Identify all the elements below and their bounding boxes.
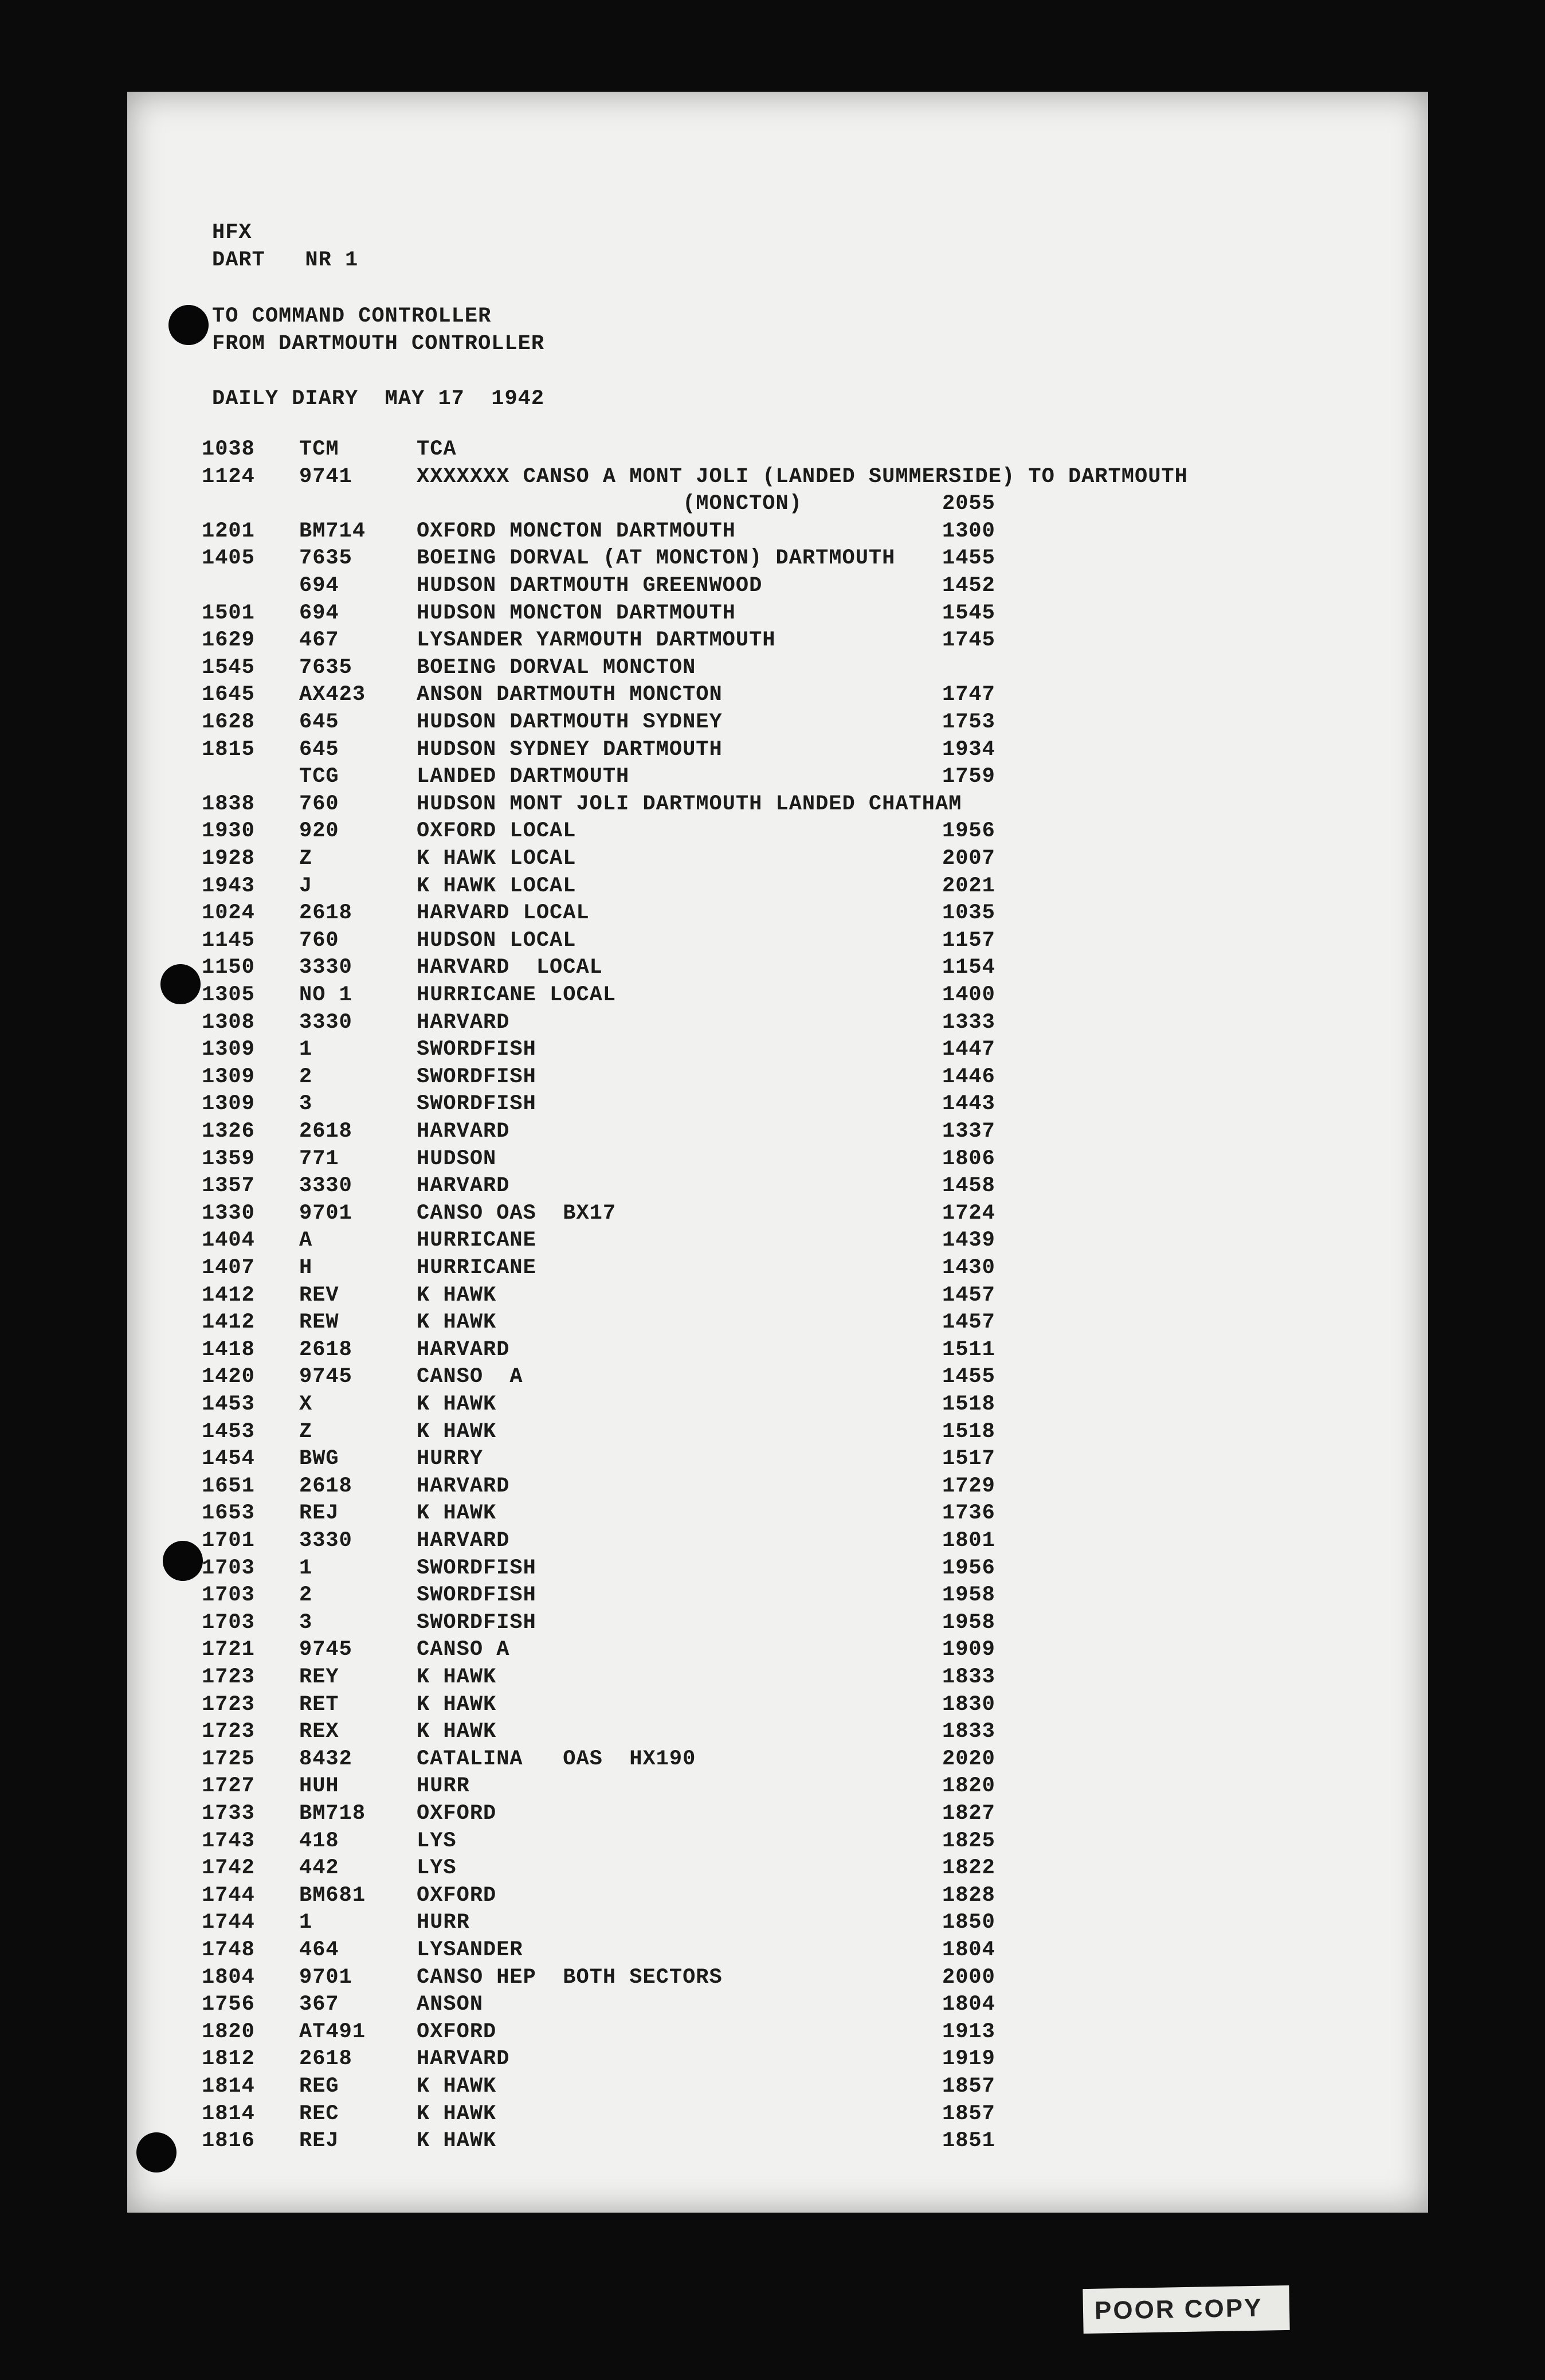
entry-description: HARVARD (417, 1474, 510, 1498)
entry-time: 1359 (202, 1147, 255, 1171)
entry-description: HUDSON SYDNEY DARTMOUTH (417, 738, 723, 762)
entry-description: HUDSON DARTMOUTH GREENWOOD (417, 574, 763, 598)
entry-description: HUDSON MONCTON DARTMOUTH (417, 601, 736, 625)
entry-description: HARVARD (417, 1529, 510, 1553)
entry-time: 1820 (202, 2020, 255, 2044)
entry-aircraft-id: 367 (299, 1993, 339, 2017)
entry-time: 1453 (202, 1392, 255, 1416)
entry-description: K HAWK (417, 1501, 497, 1525)
entry-landing-time: 1455 (942, 546, 995, 570)
entry-description: K HAWK (417, 2074, 497, 2099)
entry-description: K HAWK LOCAL (417, 874, 577, 898)
entry-time: 1703 (202, 1611, 255, 1635)
entry-description: BOEING DORVAL MONCTON (417, 656, 696, 680)
entry-time: 1628 (202, 710, 255, 734)
entry-description: HARVARD (417, 1174, 510, 1198)
entry-description: K HAWK LOCAL (417, 847, 577, 871)
entry-description: BOEING DORVAL (AT MONCTON) DARTMOUTH (417, 546, 896, 570)
entry-aircraft-id: 694 (299, 601, 339, 625)
entry-time: 1412 (202, 1283, 255, 1308)
entry-landing-time: 1400 (942, 983, 995, 1007)
entry-description: LYS (417, 1829, 457, 1853)
entry-time: 1723 (202, 1693, 255, 1717)
stamp-label: POOR COPY (1094, 2293, 1263, 2325)
entry-aircraft-id: X (299, 1392, 313, 1416)
entry-aircraft-id: REX (299, 1720, 339, 1744)
entry-aircraft-id: 3330 (299, 1529, 352, 1553)
entry-aircraft-id: 760 (299, 792, 339, 816)
entry-time: 1145 (202, 929, 255, 953)
entry-time: 1309 (202, 1092, 255, 1116)
entry-description: K HAWK (417, 1420, 497, 1444)
entry-landing-time: 1833 (942, 1665, 995, 1689)
entry-description: K HAWK (417, 1283, 497, 1308)
entry-landing-time: 2021 (942, 874, 995, 898)
entry-time: 1701 (202, 1529, 255, 1553)
entry-aircraft-id: Z (299, 847, 313, 871)
entry-aircraft-id: 760 (299, 929, 339, 953)
entry-aircraft-id: REW (299, 1310, 339, 1334)
entry-time: 1928 (202, 847, 255, 871)
entry-description: K HAWK (417, 2102, 497, 2126)
entry-time: 1815 (202, 738, 255, 762)
entry-aircraft-id: 9701 (299, 1201, 352, 1226)
entry-aircraft-id: 442 (299, 1856, 339, 1880)
entry-description: HARVARD LOCAL (417, 956, 603, 980)
entry-landing-time: 1913 (942, 2020, 995, 2044)
entry-description: ANSON DARTMOUTH MONCTON (417, 683, 723, 707)
entry-aircraft-id: RET (299, 1693, 339, 1717)
entry-time: 1326 (202, 1119, 255, 1144)
entry-description: SWORDFISH (417, 1038, 536, 1062)
entry-landing-time: 1518 (942, 1392, 995, 1416)
entry-landing-time: 1820 (942, 1774, 995, 1798)
entry-landing-time: 2020 (942, 1747, 995, 1771)
entry-time: 1645 (202, 683, 255, 707)
entry-aircraft-id: 9741 (299, 465, 352, 489)
entry-description: LANDED DARTMOUTH (417, 765, 630, 789)
entry-description: TCA (417, 437, 457, 461)
entry-aircraft-id: 2 (299, 1583, 313, 1607)
entry-time: 1651 (202, 1474, 255, 1498)
entry-aircraft-id: AX423 (299, 683, 366, 707)
entry-time: 1943 (202, 874, 255, 898)
entry-description: SWORDFISH (417, 1556, 536, 1580)
entry-description: SWORDFISH (417, 1611, 536, 1635)
entry-aircraft-id: BM681 (299, 1884, 366, 1908)
entry-time: 1629 (202, 628, 255, 652)
entry-landing-time: 1337 (942, 1119, 995, 1144)
entry-time: 1838 (202, 792, 255, 816)
punch-hole (163, 1541, 203, 1581)
entry-aircraft-id: A (299, 1228, 313, 1252)
entry-aircraft-id: 9701 (299, 1966, 352, 1990)
entry-description: CANSO OAS BX17 (417, 1201, 617, 1226)
entry-time: 1201 (202, 519, 255, 543)
entry-description: HARVARD (417, 2047, 510, 2071)
entry-landing-time: 1956 (942, 819, 995, 843)
entry-aircraft-id: 2618 (299, 901, 352, 925)
entry-description: LYSANDER (417, 1938, 523, 1962)
entry-aircraft-id: 1 (299, 1556, 313, 1580)
entry-description: SWORDFISH (417, 1065, 536, 1089)
entry-aircraft-id: 645 (299, 738, 339, 762)
entry-aircraft-id: 7635 (299, 656, 352, 680)
entry-description: HURR (417, 1774, 470, 1798)
entry-description: CATALINA OAS HX190 (417, 1747, 696, 1771)
entry-landing-time: 1430 (942, 1256, 995, 1280)
entry-time: 1756 (202, 1993, 255, 2017)
entry-description: HARVARD LOCAL (417, 901, 590, 925)
entry-description: HURRY (417, 1447, 484, 1471)
entry-landing-time: 2007 (942, 847, 995, 871)
entry-time: 1703 (202, 1556, 255, 1580)
entry-aircraft-id: 3330 (299, 1011, 352, 1035)
entry-description: OXFORD (417, 2020, 497, 2044)
entry-description: OXFORD LOCAL (417, 819, 577, 843)
entry-description: HUDSON LOCAL (417, 929, 577, 953)
entry-landing-time: 1806 (942, 1147, 995, 1171)
entry-aircraft-id: 694 (299, 574, 339, 598)
entry-aircraft-id: 2 (299, 1065, 313, 1089)
entry-aircraft-id: 1 (299, 1038, 313, 1062)
entry-description: K HAWK (417, 2129, 497, 2153)
entry-time: 1748 (202, 1938, 255, 1962)
entry-time: 1038 (202, 437, 255, 461)
entry-time: 1150 (202, 956, 255, 980)
entry-time: 1405 (202, 546, 255, 570)
entry-landing-time: 1830 (942, 1693, 995, 1717)
entry-description: HARVARD (417, 1338, 510, 1362)
entry-landing-time: 1909 (942, 1638, 995, 1662)
entry-landing-time: 1458 (942, 1174, 995, 1198)
entry-aircraft-id: 3330 (299, 956, 352, 980)
entry-landing-time: 1300 (942, 519, 995, 543)
entry-aircraft-id: 7635 (299, 546, 352, 570)
entry-time: 1330 (202, 1201, 255, 1226)
entry-time: 1454 (202, 1447, 255, 1471)
entry-aircraft-id: 3 (299, 1092, 313, 1116)
entry-aircraft-id: 2618 (299, 1338, 352, 1362)
entry-aircraft-id: 467 (299, 628, 339, 652)
entry-aircraft-id: 3 (299, 1611, 313, 1635)
entry-description: HURRICANE LOCAL (417, 983, 617, 1007)
entry-landing-time: 1035 (942, 901, 995, 925)
entry-landing-time: 1455 (942, 1365, 995, 1389)
entry-aircraft-id: TCM (299, 437, 339, 461)
entry-landing-time: 1724 (942, 1201, 995, 1226)
entry-time: 1733 (202, 1802, 255, 1826)
entry-landing-time: 1958 (942, 1583, 995, 1607)
entry-landing-time: 1747 (942, 683, 995, 707)
entry-aircraft-id: 418 (299, 1829, 339, 1853)
entry-aircraft-id: REY (299, 1665, 339, 1689)
entry-time: 1744 (202, 1884, 255, 1908)
entry-aircraft-id: TCG (299, 765, 339, 789)
entry-time: 1501 (202, 601, 255, 625)
entry-aircraft-id: BM714 (299, 519, 366, 543)
entry-time: 1407 (202, 1256, 255, 1280)
document-page (127, 92, 1428, 2213)
entry-time: 1309 (202, 1065, 255, 1089)
entry-aircraft-id: Z (299, 1420, 313, 1444)
entry-time: 1744 (202, 1911, 255, 1935)
entry-description: HARVARD (417, 1011, 510, 1035)
entry-description: HURRICANE (417, 1256, 536, 1280)
entry-description: ANSON (417, 1993, 484, 2017)
header-line-1: HFX (212, 221, 252, 245)
diary-title: DAILY DIARY MAY 17 1942 (212, 387, 545, 411)
entry-time: 1357 (202, 1174, 255, 1198)
entry-aircraft-id: 2618 (299, 2047, 352, 2071)
entry-landing-time: 1457 (942, 1310, 995, 1334)
from-line: FROM DARTMOUTH CONTROLLER (212, 332, 545, 356)
entry-landing-time: 1804 (942, 1938, 995, 1962)
entry-aircraft-id: 8432 (299, 1747, 352, 1771)
entry-landing-time: 2055 (942, 492, 995, 516)
entry-landing-time: 1545 (942, 601, 995, 625)
entry-landing-time: 1157 (942, 929, 995, 953)
entry-time: 1545 (202, 656, 255, 680)
entry-description: OXFORD (417, 1884, 497, 1908)
entry-time: 1420 (202, 1365, 255, 1389)
entry-time: 1727 (202, 1774, 255, 1798)
entry-landing-time: 1956 (942, 1556, 995, 1580)
entry-time: 1412 (202, 1310, 255, 1334)
entry-description: LYSANDER YARMOUTH DARTMOUTH (417, 628, 776, 652)
entry-time: 1418 (202, 1338, 255, 1362)
entry-description: K HAWK (417, 1720, 497, 1744)
entry-aircraft-id: 9745 (299, 1365, 352, 1389)
entry-landing-time: 1851 (942, 2129, 995, 2153)
entry-description: HUDSON MONT JOLI DARTMOUTH LANDED CHATHAM (417, 792, 962, 816)
entry-time: 1453 (202, 1420, 255, 1444)
entry-landing-time: 1457 (942, 1283, 995, 1308)
entry-aircraft-id: 2618 (299, 1119, 352, 1144)
entry-landing-time: 1745 (942, 628, 995, 652)
entry-aircraft-id: REC (299, 2102, 339, 2126)
entry-landing-time: 2000 (942, 1966, 995, 1990)
entry-time: 1743 (202, 1829, 255, 1853)
entry-landing-time: 1822 (942, 1856, 995, 1880)
entry-time: 1725 (202, 1747, 255, 1771)
entry-description: K HAWK (417, 1310, 497, 1334)
entry-description: HURRICANE (417, 1228, 536, 1252)
entry-description: HARVARD (417, 1119, 510, 1144)
punch-hole (160, 964, 201, 1004)
entry-aircraft-id: AT491 (299, 2020, 366, 2044)
entry-time: 1308 (202, 1011, 255, 1035)
entry-time: 1723 (202, 1720, 255, 1744)
entry-description: HURR (417, 1911, 470, 1935)
entry-landing-time: 1154 (942, 956, 995, 980)
entry-time: 1305 (202, 983, 255, 1007)
entry-time: 1309 (202, 1038, 255, 1062)
entry-aircraft-id: 9745 (299, 1638, 352, 1662)
entry-description: HUDSON (417, 1147, 497, 1171)
entry-landing-time: 1828 (942, 1884, 995, 1908)
entry-landing-time: 1759 (942, 765, 995, 789)
entry-aircraft-id: REV (299, 1283, 339, 1308)
entry-time: 1024 (202, 901, 255, 925)
entry-landing-time: 1833 (942, 1720, 995, 1744)
entry-landing-time: 1919 (942, 2047, 995, 2071)
entry-description: OXFORD (417, 1802, 497, 1826)
entry-time: 1723 (202, 1665, 255, 1689)
entry-time: 1703 (202, 1583, 255, 1607)
entry-aircraft-id: BM718 (299, 1802, 366, 1826)
entry-description: HUDSON DARTMOUTH SYDNEY (417, 710, 723, 734)
entry-description: CANSO HEP BOTH SECTORS (417, 1966, 723, 1990)
entry-description: OXFORD MONCTON DARTMOUTH (417, 519, 736, 543)
entry-aircraft-id: 2618 (299, 1474, 352, 1498)
entry-landing-time: 1333 (942, 1011, 995, 1035)
entry-landing-time: 1447 (942, 1038, 995, 1062)
entry-aircraft-id: 464 (299, 1938, 339, 1962)
entry-time: 1930 (202, 819, 255, 843)
entry-time: 1653 (202, 1501, 255, 1525)
entry-time: 1404 (202, 1228, 255, 1252)
entry-aircraft-id: 645 (299, 710, 339, 734)
entry-landing-time: 1934 (942, 738, 995, 762)
header-line-2: DART NR 1 (212, 248, 359, 272)
entry-landing-time: 1736 (942, 1501, 995, 1525)
entry-landing-time: 1729 (942, 1474, 995, 1498)
punch-hole (136, 2132, 177, 2172)
entry-time: 1721 (202, 1638, 255, 1662)
entry-aircraft-id: HUH (299, 1774, 339, 1798)
entry-aircraft-id: 3330 (299, 1174, 352, 1198)
entry-description: K HAWK (417, 1665, 497, 1689)
entry-description: K HAWK (417, 1693, 497, 1717)
entry-description: LYS (417, 1856, 457, 1880)
entry-aircraft-id: REG (299, 2074, 339, 2099)
entry-time: 1742 (202, 1856, 255, 1880)
entry-landing-time: 1452 (942, 574, 995, 598)
entry-landing-time: 1825 (942, 1829, 995, 1853)
punch-hole (168, 305, 209, 345)
entry-description: (MONCTON) (417, 492, 802, 516)
entry-landing-time: 1958 (942, 1611, 995, 1635)
entry-time: 1124 (202, 465, 255, 489)
entry-time: 1816 (202, 2129, 255, 2153)
entry-landing-time: 1857 (942, 2102, 995, 2126)
entry-description: CANSO A (417, 1365, 523, 1389)
to-line: TO COMMAND CONTROLLER (212, 304, 492, 328)
entry-landing-time: 1850 (942, 1911, 995, 1935)
entry-landing-time: 1518 (942, 1420, 995, 1444)
entry-time: 1804 (202, 1966, 255, 1990)
entry-aircraft-id: REJ (299, 2129, 339, 2153)
entry-time: 1814 (202, 2074, 255, 2099)
entry-aircraft-id: BWG (299, 1447, 339, 1471)
entry-aircraft-id: 920 (299, 819, 339, 843)
entry-description: CANSO A (417, 1638, 510, 1662)
entry-description: XXXXXXX CANSO A MONT JOLI (LANDED SUMMERSIDE) TO DARTMOUTH (417, 465, 1188, 489)
entry-landing-time: 1511 (942, 1338, 995, 1362)
entry-aircraft-id: REJ (299, 1501, 339, 1525)
entry-landing-time: 1804 (942, 1993, 995, 2017)
entry-aircraft-id: H (299, 1256, 313, 1280)
entry-landing-time: 1801 (942, 1529, 995, 1553)
entry-landing-time: 1517 (942, 1447, 995, 1471)
entry-landing-time: 1443 (942, 1092, 995, 1116)
poor-copy-stamp (1083, 2285, 1289, 2334)
entry-aircraft-id: J (299, 874, 313, 898)
entry-landing-time: 1446 (942, 1065, 995, 1089)
entry-landing-time: 1827 (942, 1802, 995, 1826)
entry-aircraft-id: NO 1 (299, 983, 352, 1007)
entry-description: SWORDFISH (417, 1583, 536, 1607)
entry-time: 1812 (202, 2047, 255, 2071)
entry-aircraft-id: 1 (299, 1911, 313, 1935)
entry-description: SWORDFISH (417, 1092, 536, 1116)
entry-description: K HAWK (417, 1392, 497, 1416)
entry-landing-time: 1753 (942, 710, 995, 734)
entry-landing-time: 1439 (942, 1228, 995, 1252)
entry-aircraft-id: 771 (299, 1147, 339, 1171)
entry-landing-time: 1857 (942, 2074, 995, 2099)
entry-time: 1814 (202, 2102, 255, 2126)
